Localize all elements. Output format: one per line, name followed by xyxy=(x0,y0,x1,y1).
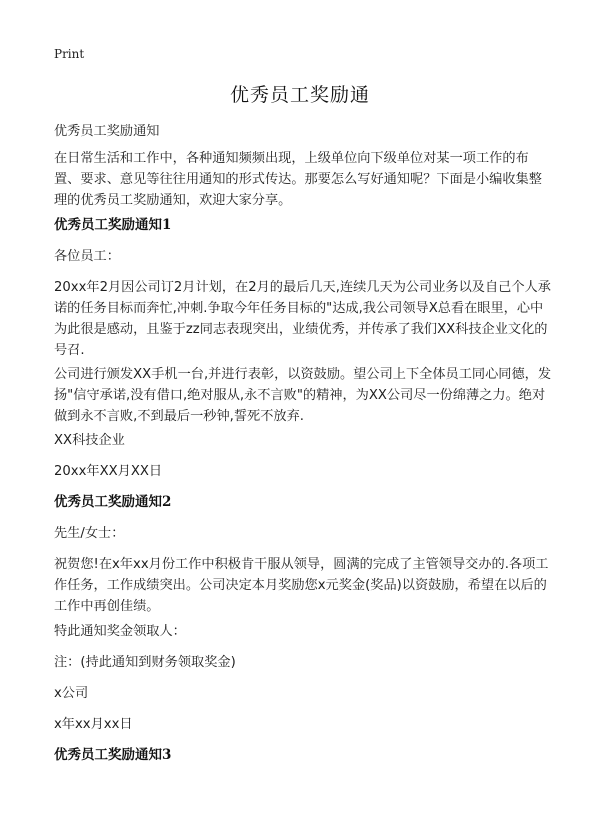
doc-subtitle: 优秀员工奖励通知 xyxy=(54,124,160,139)
section-1-signature: XX科技企业 xyxy=(54,433,125,448)
section-2-paragraph-1: 祝贺您!在x年xx月份工作中积极肯干服从领导，圆满的完成了主管领导交办的.各项工作任务，工作成绩突出。公司决定本月奖励您x元奖金(奖品)以资鼓励，希望在以后的工作中再创佳绩。 xyxy=(54,557,549,614)
greeting-1: 各位员工： xyxy=(54,249,120,264)
page-title: 优秀员工奖励通 xyxy=(229,84,370,106)
section-heading-1: 优秀员工奖励通知1 xyxy=(54,217,172,233)
section-1-paragraph-1: 20xx年2月因公司订2月计划，在2月的最后几天,连续几天为公司业务以及自己个人承诺的任务目标而奔忙,冲刺.争取今年任务目标的"达成,我公司领导X总看在眼里，心中为此很是感动，且鉴于zz同志表现突出，业绩优秀，并传承了我们XX科技企业文化的号召. xyxy=(54,280,551,358)
greeting-2: 先生/女士： xyxy=(54,526,125,541)
section-2-paragraph-2: 特此通知奖金领取人： xyxy=(54,624,186,639)
section-2-signature: x公司 xyxy=(54,686,89,701)
section-heading-3: 优秀员工奖励通知3 xyxy=(54,747,172,763)
section-2-date: x年xx月xx日 xyxy=(54,717,133,732)
print-label: Print xyxy=(54,47,85,61)
intro-paragraph: 在日常生活和工作中，各种通知频频出现，上级单位向下级单位对某一项工作的布置、要求、意见等往往用通知的形式传达。那要怎么写好通知呢？下面是小编收集整理的优秀员工奖励通知，欢迎大家分享。 xyxy=(54,151,542,208)
section-heading-2: 优秀员工奖励通知2 xyxy=(54,494,172,510)
section-1-paragraph-2: 公司进行颁发XX手机一台,并进行表彰，以资鼓励。望公司上下全体员工同心同德，发扬"信守承诺,没有借口,绝对服从,永不言败"的精神，为XX公司尽一份绵薄之力。绝对做到永不言败,不到最后一秒钟,誓死不放弃. xyxy=(54,367,552,424)
section-1-date: 20xx年XX月XX日 xyxy=(54,464,163,479)
section-2-note: 注：(持此通知到财务领取奖金) xyxy=(54,655,236,670)
